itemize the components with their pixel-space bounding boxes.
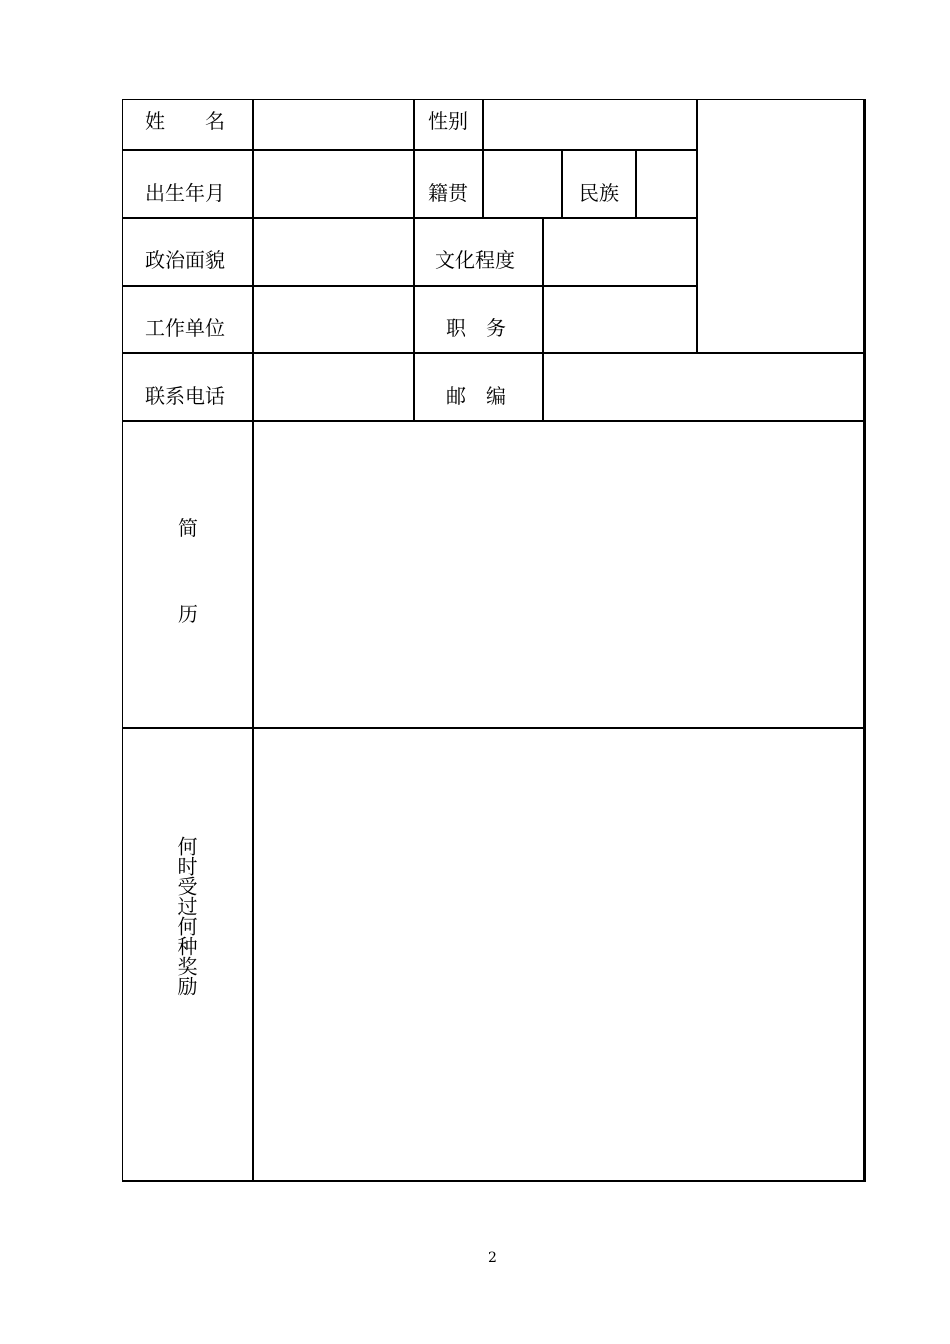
political-value-cell[interactable] bbox=[253, 218, 414, 286]
awards-value-cell[interactable] bbox=[253, 728, 864, 1181]
resume-value-cell[interactable] bbox=[253, 421, 864, 728]
gender-label: 性别 bbox=[428, 109, 468, 133]
position-label: 职 务 bbox=[446, 316, 506, 340]
postcode-value-cell[interactable] bbox=[543, 353, 864, 421]
workplace-value-cell[interactable] bbox=[253, 286, 414, 353]
name-value-cell[interactable] bbox=[253, 99, 414, 150]
ethnicity-value-cell[interactable] bbox=[636, 150, 697, 218]
ethnicity-label: 民族 bbox=[579, 181, 619, 205]
resume-label-cell bbox=[122, 421, 253, 728]
phone-value-cell[interactable] bbox=[253, 353, 414, 421]
political-label: 政治面貌 bbox=[145, 248, 225, 272]
workplace-label: 工作单位 bbox=[145, 316, 225, 340]
gender-value-cell[interactable] bbox=[483, 99, 697, 150]
page-number: 2 bbox=[488, 1250, 497, 1266]
resume-label-top: 简 bbox=[178, 516, 198, 540]
name-label: 姓 名 bbox=[145, 109, 225, 133]
phone-label: 联系电话 bbox=[145, 384, 225, 408]
birth-label: 出生年月 bbox=[145, 181, 225, 205]
native-place-label: 籍贯 bbox=[428, 181, 468, 205]
postcode-label: 邮 编 bbox=[446, 384, 506, 408]
birth-value-cell[interactable] bbox=[253, 150, 414, 218]
education-label: 文化程度 bbox=[435, 248, 515, 272]
awards-label: 何时受过何种奖励 bbox=[174, 836, 198, 996]
native-place-value-cell[interactable] bbox=[483, 150, 562, 218]
resume-label-bottom: 历 bbox=[178, 602, 198, 626]
education-value-cell[interactable] bbox=[543, 218, 697, 286]
photo-cell[interactable] bbox=[697, 99, 864, 353]
position-value-cell[interactable] bbox=[543, 286, 697, 353]
